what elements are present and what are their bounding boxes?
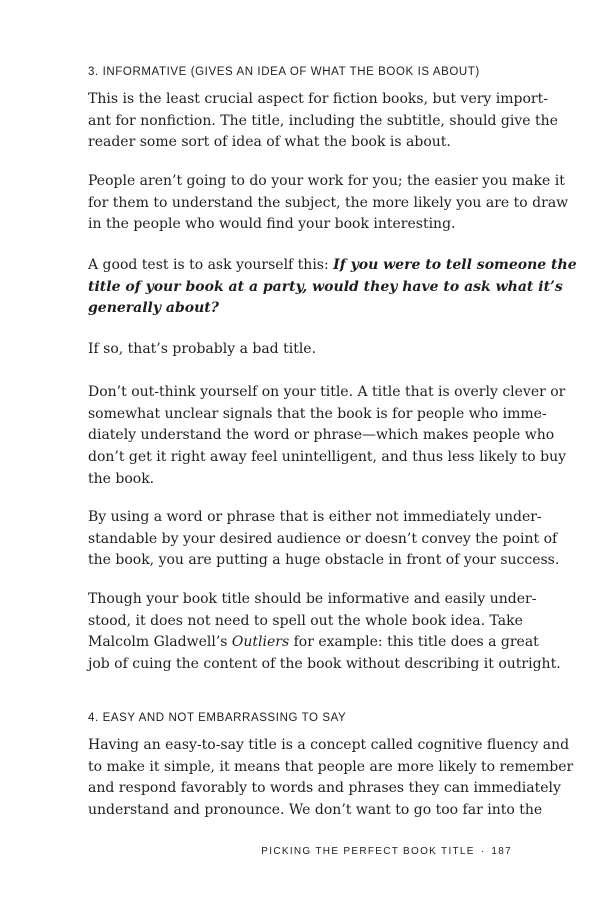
paragraph-line: the book.: [88, 470, 155, 487]
running-title: PICKING THE PERFECT BOOK TITLE: [261, 846, 475, 857]
paragraph-line: understand and pronounce. We don’t want to go too far into the: [88, 802, 543, 819]
paragraph-line: stood, it does not need to spell out the whole book idea. Take: [88, 612, 523, 629]
paragraph-line: Don’t out-think yourself on your title. A title that is overly clever or: [88, 384, 566, 400]
test-intro-text: A good test is to ask yourself this:: [88, 257, 334, 273]
book-title-outliers: Outliers: [231, 634, 290, 651]
section-3-paragraph-5: [88, 382, 567, 491]
section-4-paragraph-1: [88, 735, 574, 822]
paragraph-line: [88, 255, 577, 277]
paragraph-line: for them to understand the subject, the more likely you are to draw: [88, 194, 569, 211]
paragraph-line: standable by your desired audience or doesn’t convey the point of: [88, 530, 558, 547]
paragraph-line: don’t get it right away feel unintelligent, and thus less likely to buy: [88, 449, 567, 466]
paragraph-line: the book, you are putting a huge obstacle in front of your success.: [88, 552, 560, 569]
paragraph-line: in the people who would find your book interesting.: [88, 216, 456, 233]
paragraph-line: and respond favorably to words and phrases they can immediately: [88, 780, 561, 797]
test-question-text: title of your book at a party, would they have to ask what it’s: [88, 278, 563, 295]
footer-separator: ·: [480, 846, 486, 857]
paragraph-line: [88, 298, 513, 320]
test-question-text: generally about?: [88, 300, 219, 317]
paragraph-line: somewhat unclear signals that the book is for people who imme-: [88, 405, 547, 422]
paragraph-line: People aren’t going to do your work for you; the easier you make it: [88, 173, 565, 189]
section-3-paragraph-2: [88, 171, 569, 236]
paragraph-line: ant for nonfiction. The title, including the subtitle, should give the: [88, 112, 558, 129]
section-3-paragraph-7: [88, 589, 561, 676]
section-3-heading: 3. INFORMATIVE (GIVES AN IDEA OF WHAT THE BOOK IS ABOUT): [88, 66, 480, 78]
paragraph-line: [88, 277, 563, 299]
paragraph-line: diately understand the word or phrase—which makes people who: [88, 427, 555, 444]
section-3-paragraph-4: [88, 339, 513, 361]
paragraph-line: Though your book title should be informative and easily under-: [88, 591, 537, 607]
inline-text: for example: this title does a great: [289, 634, 539, 651]
inline-text: Malcolm Gladwell’s: [88, 634, 232, 651]
paragraph-line: reader some sort of idea of what the book is about.: [88, 134, 451, 151]
page-number: 187: [491, 846, 512, 857]
paragraph-line: [88, 632, 539, 654]
section-3-paragraph-1: [88, 89, 558, 154]
paragraph-line: to make it simple, it means that people are more likely to remember: [88, 758, 574, 775]
paragraph-line: By using a word or phrase that is either not immediately under-: [88, 509, 542, 525]
section-3-paragraph-6: [88, 507, 560, 572]
paragraph-line: Having an easy-to-say title is a concept called cognitive fluency and: [88, 737, 570, 753]
paragraph-line: This is the least crucial aspect for fiction books, but very import-: [88, 91, 548, 107]
paragraph-line: If so, that’s probably a bad title.: [88, 341, 317, 357]
page-footer: [261, 846, 512, 857]
test-question-text: If you were to tell someone the: [333, 257, 577, 273]
section-4-heading: 4. EASY AND NOT EMBARRASSING TO SAY: [88, 712, 347, 724]
section-3-paragraph-3: [88, 255, 577, 320]
paragraph-line: job of cuing the content of the book without describing it outright.: [88, 656, 561, 673]
